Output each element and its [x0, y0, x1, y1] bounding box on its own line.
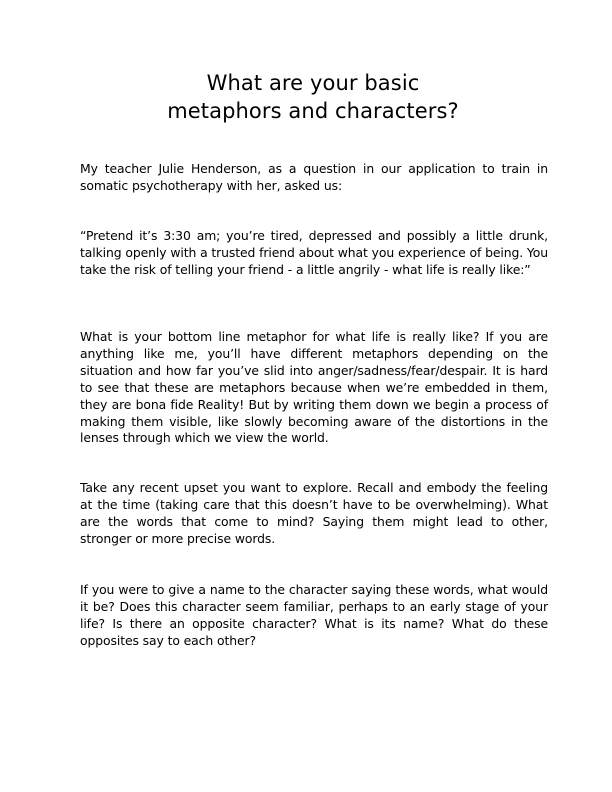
paragraph-intro: My teacher Julie Henderson, as a question in our application to train in somatic psychotherapy with her, asked us: [80, 161, 548, 193]
page-title-line-1: What are your basic [206, 71, 420, 95]
paragraph-upset: Take any recent upset you want to explore. Recall and embody the feeling at the time (taking care that this doesn’t have to be overwhelming). What are the words that come to mind? Saying them might lead to other, stronger or more precise words. [80, 480, 548, 546]
paragraph-quote: “Pretend it’s 3:30 am; you’re tired, depressed and possibly a little drunk, talking openly with a trusted friend about what you experience of being. You take the risk of telling your friend - a little angrily - what life is really like:” [80, 228, 548, 277]
paragraph-character: If you were to give a name to the character saying these words, what would it be? Does this character seem familiar, perhaps to an early stage of your life? Is there an opposite character? What is its name? What do these opposites say to each other? [80, 582, 548, 648]
paragraph-metaphor: What is your bottom line metaphor for what life is really like? If you are anything like me, you’ll have different metaphors depending on the situation and how far you’ve slid into anger/sadness/fear/despair. It is hard to see that these are metaphors because when we’re embedded in them, they are bona fide Reality! But by writing them down we begin a process of making them visible, like slowly becoming aware of the distortions in the lenses through which we view the world. [80, 329, 548, 446]
page-title-line-2: metaphors and characters? [167, 99, 459, 123]
